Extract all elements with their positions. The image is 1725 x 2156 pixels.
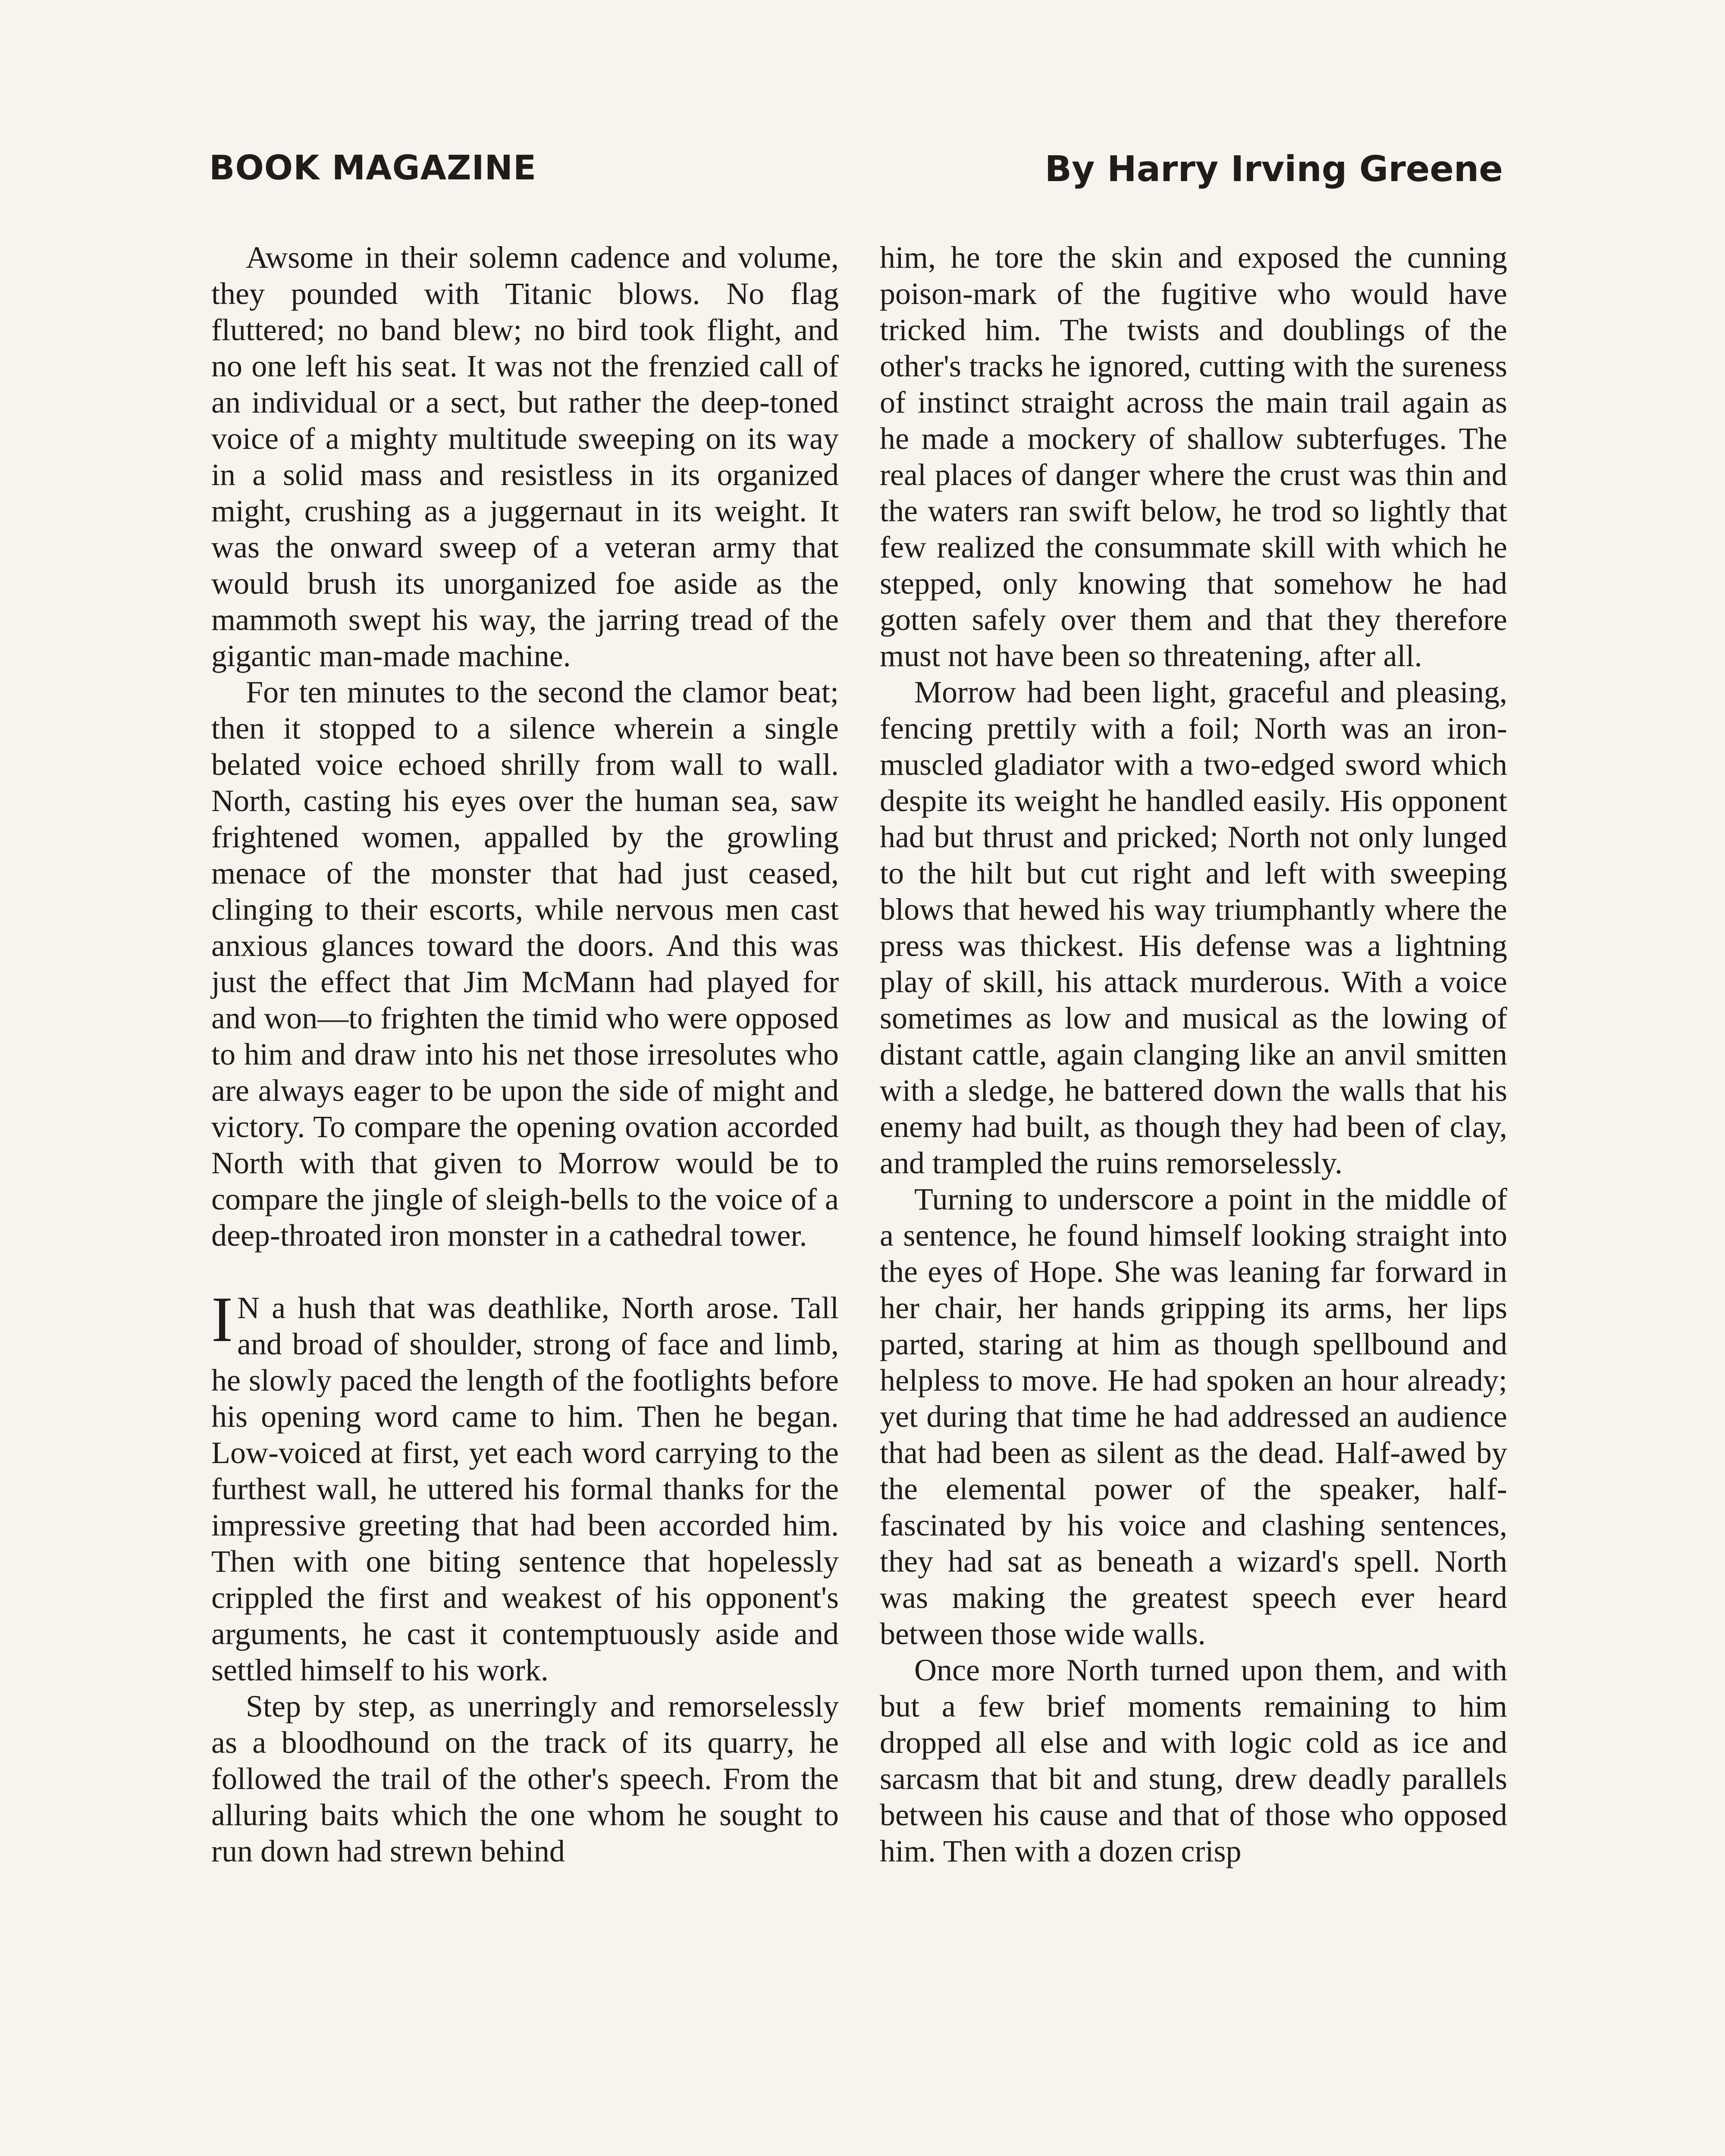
paragraph: Awsome in their solemn cadence and volume, they pounded with Titanic blows. No flag fluttered; no band blew; no bird took flight, and no one left his seat. It was not the frenzied call of an individual or a sect, but rather the deep-toned voice of a mighty multitude sweeping on its way in a solid mass and resistless in its organized might, crushing as a juggernaut in its weight. It was the onward sweep of a veteran army that would brush its unorganized foe aside as the mammoth swept his way, the jarring tread of the gigantic man-made machine. [211, 240, 839, 673]
paragraph: Once more North turned upon them, and with but a few brief moments remaining to him dropped all else and with logic cold as ice and sarcasm that bit and stung, drew deadly parallels between his cause and that of those who opposed him. Then with a dozen crisp [880, 1653, 1507, 1868]
right-column [880, 239, 1507, 1869]
paragraph: Morrow had been light, graceful and pleasing, fencing prettily with a foil; North was an iron-muscled gladiator with a two-edged sword which despite its weight he handled easily. His opponent had but thrust and pricked; North not only lunged to the hilt but cut right and left with sweeping blows that hewed his way triumphantly where the press was thickest. His defense was a lightning play of skill, his attack murderous. With a voice sometimes as low and musical as the lowing of distant cattle, again clanging like an anvil smitten with a sledge, he battered down the walls that his enemy had built, as though they had been of clay, and trampled the ruins remorselessly. [880, 675, 1507, 1180]
paragraph: For ten minutes to the second the clamor beat; then it stopped to a silence wherein a single belated voice echoed shrilly from wall to wall. North, casting his eyes over the human sea, saw frightened women, appalled by the growling menace of the monster that had just ceased, clinging to their escorts, while nervous men cast anxious glances toward the doors. And this was just the effect that Jim McMann had played for and won—to frighten the timid who were opposed to him and draw into his net those irresolutes who are always eager to be upon the side of might and victory. To compare the opening ovation accorded North with that given to Morrow would be to compare the jingle of sleigh-bells to the voice of a deep-throated iron monster in a cathedral tower. [211, 675, 839, 1253]
paragraph: Step by step, as unerringly and remorselessly as a bloodhound on the track of its quarry, he followed the trail of the other's speech. From the alluring baits which the one whom he sought to run down had strewn behind [211, 1689, 839, 1868]
paragraph: him, he tore the skin and exposed the cunning poison-mark of the fugitive who would have tricked him. The twists and doublings of the other's tracks he ignored, cutting with the sureness of instinct straight across the main trail again as he made a mockery of shallow subterfuges. The real places of danger where the crust was thin and the waters ran swift below, he trod so lightly that few realized the consummate skill with which he stepped, only knowing that somehow he had gotten safely over them and that they therefore must not have been so threatening, after all. [880, 240, 1507, 673]
section-opening-paragraph [211, 1284, 839, 1688]
drop-cap: I [211, 1284, 233, 1355]
running-header-left: BOOK MAGAZINE [209, 149, 537, 188]
paragraph-text: N a hush that was deathlike, North arose. Tall and broad of shoulder, strong of face and limb, he slowly paced the length of the footlights before his opening word came to him. Then he began. Low-voiced at first, yet each word carrying to the furthest wall, he uttered his formal thanks for the impressive greeting that had been accorded him. Then with one biting sentence that hopelessly crippled the first and weakest of his opponent's arguments, he cast it contemptuously aside and settled himself to his work. [211, 1291, 839, 1687]
paragraph: Turning to underscore a point in the middle of a sentence, he found himself looking straight into the eyes of Hope. She was leaning far forward in her chair, her hands gripping its arms, her lips parted, staring at him as though spellbound and helpless to move. He had spoken an hour already; yet during that time he had addressed an audience that had been as silent as the dead. Half-awed by the elemental power of the speaker, half-fascinated by his voice and clashing sentences, they had sat as beneath a wizard's spell. North was making the greatest speech ever heard between those wide walls. [880, 1182, 1507, 1651]
running-header-right: By Harry Irving Greene [1044, 149, 1503, 190]
left-column [211, 239, 839, 1869]
